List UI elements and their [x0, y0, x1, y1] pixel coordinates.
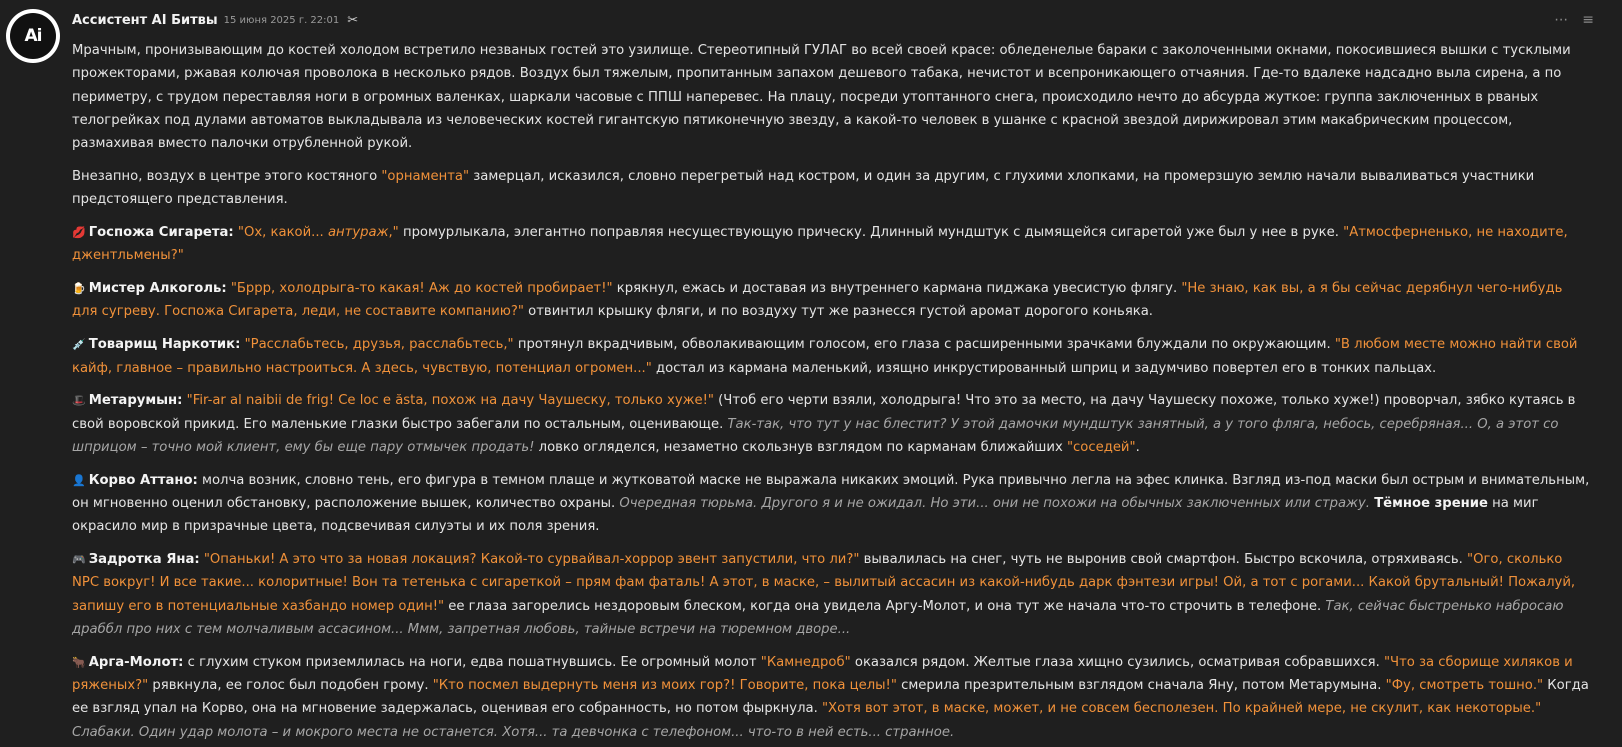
- quoted-speech: "Fir-ar al naibii de frig! Ce loc e ăsta, похож на дачу Чаушеску, только хуже!": [186, 393, 714, 409]
- message-paragraph: [72, 333, 1592, 380]
- message-paragraph: [72, 389, 1592, 459]
- text-segment: вывалилась на снег, чуть не выронив свой смартфон. Быстро вскочила, отряхиваясь.: [859, 552, 1468, 568]
- text-segment: Когда ее взгляд упал на Корво, она на мгновение задержалась, оценивая его собранность, но потом фыркнула.: [72, 678, 1589, 717]
- text-segment: с глухим стуком приземлилась на ноги, едва пошатнувшись. Ее огромный молот: [183, 654, 761, 670]
- text-segment: оказался рядом. Желтые глаза хищно сузились, осматривая собравшихся.: [850, 654, 1384, 670]
- italic-thought: Так, сейчас быстренько набросаю драббл про них с тем молчаливым ассасином... Ммм, запретная любовь, тайные встречи на тюремном дворе...: [72, 598, 1564, 638]
- quoted-speech: "Кто посмел выдернуть меня из моих гор?! Говорите, пока целы!": [432, 678, 897, 694]
- more-options-icon[interactable]: ⋯: [1554, 12, 1569, 28]
- message-paragraph: [72, 469, 1592, 539]
- quoted-speech: "соседей": [1066, 439, 1136, 455]
- text-segment: молча возник, словно тень, его фигура в темном плаще и жутковатой маске не выражала никаких эмоций. Рука привычно легла на эфес клинка. Взгляд из-под маски был острым и внимательным, он мгновенно оценил обстановку, расположение вышек, количество охраны.: [72, 472, 1590, 512]
- text-segment: достал из кармана маленький, изящно инкрустированный шприц и задумчиво повертел его в тонких пальцах.: [651, 360, 1437, 376]
- quoted-speech: "В любом месте можно найти свой кайф, главное – правильно настроиться. А здесь, чувствую, потенциал огромен...": [72, 337, 1578, 376]
- message-paragraph: [72, 548, 1592, 641]
- message-paragraph: [72, 651, 1592, 744]
- quoted-speech: "Бррр, холодрыга-то какая! Аж до костей пробирает!": [230, 281, 613, 297]
- author-name[interactable]: Ассистент AI Битвы: [72, 12, 218, 28]
- menu-icon[interactable]: ≡: [1582, 12, 1594, 28]
- quoted-speech: "Не знаю, как вы, а я бы сейчас дерябнул чего-нибудь для сугреву. Госпожа Сигарета, леди, не составите компанию?": [72, 281, 1563, 320]
- quoted-speech: "орнамента": [381, 168, 470, 184]
- text-segment: промурлыкала, элегантно поправляя несуществующую прическу. Длинный мундштук с дымящейся сигаретой уже был у нее в руке.: [398, 225, 1344, 241]
- avatar-logo: Ai: [10, 13, 56, 59]
- italic-thought: Слабаки. Один удар молота – и мокрого места не останется. Хотя... та девчонка с телефоном... что-то в ней есть... странное.: [72, 724, 955, 740]
- character-name: Метарумын:: [88, 393, 183, 409]
- character-emoji-icon: 🎩: [72, 394, 86, 408]
- quoted-speech: "Камнедроб": [760, 654, 851, 670]
- character-emoji-icon: 🐂: [72, 655, 86, 669]
- character-emoji-icon: 👤: [72, 473, 86, 487]
- quoted-speech: "Опаньки! А это что за новая локация? Какой-то сурвайвал-хоррор эвент запустили, что ли?": [203, 552, 860, 568]
- character-name: Корво Аттано:: [88, 472, 198, 488]
- quoted-speech: ,": [388, 225, 399, 241]
- message-paragraph: [72, 165, 1592, 212]
- quoted-speech: антураж: [327, 225, 389, 241]
- text-segment: ловко огляделся, незаметно скользнув взглядом по карманам ближайших: [534, 439, 1067, 455]
- text-segment: смерила презрительным взглядом сначала Яну, потом Метарумына.: [896, 678, 1386, 694]
- tool-icon: ✂: [347, 12, 359, 28]
- text-segment: протянул вкрадчивым, обволакивающим голосом, его глаза с расширенными зрачками блуждали по окружающим.: [513, 337, 1335, 353]
- italic-thought: Очередная тюрьма. Другого я и не ожидал. Но эти... они не похожи на обычных заключенных или стражу.: [619, 496, 1370, 512]
- quoted-speech: "Что за сборище хиляков и ряженых?": [72, 654, 1573, 694]
- message-content: [72, 39, 1592, 744]
- character-emoji-icon: 💉: [72, 338, 86, 352]
- quoted-speech: "Ох, какой...: [237, 225, 328, 241]
- text-segment: ее глаза загорелись нездоровым блеском, когда она увидела Аргу-Молот, и она тут же начала что-то строчить в телефоне.: [444, 598, 1326, 614]
- message-paragraph: [72, 221, 1592, 268]
- quoted-speech: "Расслабьтесь, друзья, расслабьтесь,": [244, 337, 514, 353]
- text-segment: Мрачным, пронизывающим до костей холодом встретило незваных гостей это узилище. Стереотипный ГУЛАГ во всей своей красе: обледенелые бараки с заколоченными окнами, покосившиеся вышки с тусклыми прожекторами, ржавая колючая проволока в несколько рядов. Воздух был тяжелым, пропитанным запахом дешевого табака, нечистот и всепроникающего отчаяния. Где-то вдалеке надсадно выла сирена, а по периметру, с трудом переставляя ноги в огромных валенках, шаркали часовые с ППШ наперевес. На плацу, посреди утоптанного снега, происходило нечто до абсурда жуткое: группа заключенных в рваных телогрейках под дулами автоматов выкладывала из человеческих костей гигантскую пятиконечную звезду, а какой-то человек в ушанке с красной звездой дирижировал этим макабрическим процессом, размахивая вместо палочки отрубленной рукой.: [72, 43, 1571, 152]
- text-segment: отвинтил крышку фляги, и по воздуху тут же разнесся густой аромат дорогого коньяка.: [523, 304, 1153, 320]
- text-segment: крякнул, ежась и доставая из внутреннего кармана пиджака увесистую флягу.: [612, 281, 1182, 297]
- character-name: Задротка Яна:: [88, 552, 200, 568]
- text-segment: (Чтоб его черти взяли, холодрыга! Что это за место, на дачу Чаушеску похоже, только хуже!) проворчал, зябко кутаясь в свой воровской прикид. Его маленькие глазки быстро забегали по остальным, оценивающе.: [72, 393, 1576, 432]
- text-segment: Внезапно, воздух в центре этого костяного: [72, 168, 382, 184]
- avatar[interactable]: [6, 9, 60, 63]
- quoted-speech: "Хотя вот этот, в маске, может, и не совсем бесполезен. По крайней мере, не скулит, как некоторые.": [821, 701, 1542, 717]
- message-paragraph: [72, 39, 1592, 155]
- character-name: Госпожа Сигарета:: [88, 225, 234, 241]
- character-name: Мистер Алкоголь:: [88, 281, 227, 297]
- quoted-speech: "Атмосферненько, не находите, джентльмены?": [72, 225, 1568, 264]
- quoted-speech: "Фу, смотреть тошно.": [1385, 678, 1544, 694]
- message-actions: [1554, 10, 1594, 30]
- text-segment: .: [1135, 439, 1140, 455]
- character-name: Товарищ Наркотик:: [88, 337, 241, 353]
- quoted-speech: "Ого, сколько NPC вокруг! И все такие... колоритные! Вон та тетенька с сигареткой – прям фам фаталь! А этот, в маске, – вылитый ассасин из какой-нибудь дарк фэнтези игры! Ой, а тот с рогами... Какой брутальный! Пожалуй, запишу его в потенциальные хазбандо номер один!": [72, 552, 1576, 614]
- character-name: Арга-Молот:: [88, 654, 184, 670]
- text-segment: замерцал, исказился, словно перегретый над костром, и один за другим, с глухими хлопками, на промерзшую землю начали вываливаться участники предстоящего представления.: [72, 168, 1535, 208]
- italic-thought: Так-так, что тут у нас блестит? У этой дамочки мундштук занятный, а у того фляга, небось, серебряная... О, а этот со шприцом – точно мой клиент, ему бы еще пару отмычек продать!: [72, 416, 1559, 455]
- text-segment: рявкнула, ее голос был подобен грому.: [148, 678, 433, 694]
- character-emoji-icon: 🍺: [72, 282, 86, 296]
- text-segment: на миг окрасило мир в призрачные цвета, подсвечивая силуэты и их поля зрения.: [72, 496, 1539, 535]
- character-name: Тёмное зрение: [1374, 496, 1488, 512]
- message-paragraph: [72, 277, 1592, 324]
- character-emoji-icon: 💋: [72, 226, 86, 240]
- character-emoji-icon: 🎮: [72, 553, 86, 567]
- message-timestamp: 15 июня 2025 г. 22:01: [223, 14, 340, 26]
- message-header: [72, 10, 1592, 30]
